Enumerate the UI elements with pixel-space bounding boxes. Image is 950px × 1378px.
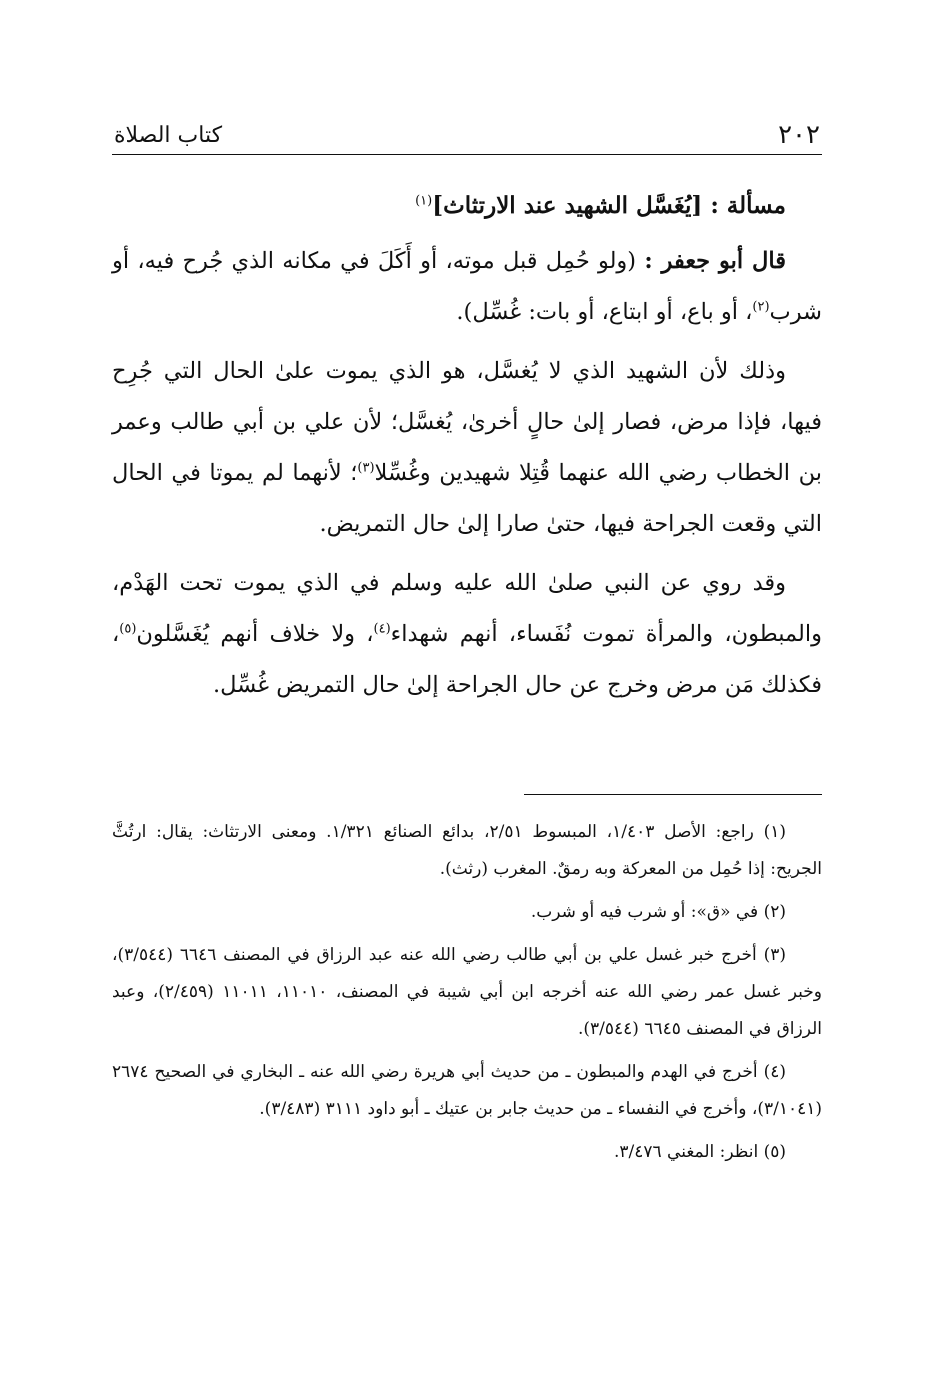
hadith-text-b: ، ولا خلاف أنهم يُغَسَّلون <box>136 621 374 647</box>
explanation-text-b: ؛ لأنهما لم يموتا في الحال التي وقعت الجراحة فيها، حتىٰ صارا إلىٰ حال التمريض. <box>112 460 822 537</box>
hadith-text-a: وقد روي عن النبي صلىٰ الله عليه وسلم في الذي يموت تحت الهَدْم، والمبطون، والمرأة تموت نُفَساء، أنهم شهداء <box>112 570 822 647</box>
paragraph-explanation <box>112 346 822 550</box>
book-title: كتاب الصلاة <box>114 123 223 148</box>
footnote-4: (٤) أخرج في الهدم والمبطون ـ من حديث أبي هريرة رضي الله عنه ـ البخاري في الصحيح ٢٦٧٤ (٣/١٠٤١)، وأخرج في النفساء ـ من حديث جابر بن عتيك ـ أبو داود ٣١١١ (٣/٤٨٣). <box>112 1062 822 1119</box>
quote-text-a: (ولو حُمِل قبل موته، أو أَكَلَ في مكانه الذي جُرح فيه، أو شرب <box>112 248 822 325</box>
section-heading <box>112 184 786 228</box>
section-heading-text: مسألة : [يُغَسَّل الشهيد عند الارتثاث] <box>432 192 786 219</box>
hadith-text-c: ، فكذلك مَن مرض وخرج عن حال الجراحة إلىٰ حال التمريض غُسِّل. <box>112 621 822 698</box>
paragraph-hadith <box>112 558 822 711</box>
footnote-ref-2[interactable]: (٢) <box>752 299 770 315</box>
explanation-text-a: وذلك لأن الشهيد الذي لا يُغسَّل، هو الذي يموت علىٰ الحال التي جُرِح فيها، فإذا مرض، فصار إلىٰ حالٍ أخرىٰ، يُغسَّل؛ لأن علي بن أبي طالب وعمر بن الخطاب رضي الله عنهما قُتِلا شهيدين وغُسِّلا <box>112 358 822 486</box>
speaker-label: قال أبو جعفر : <box>644 248 786 274</box>
running-header <box>112 118 822 155</box>
paragraph-quote <box>112 236 822 338</box>
footnote-separator <box>524 794 822 795</box>
footnotes <box>112 814 822 1177</box>
footnote-ref-4[interactable]: (٤) <box>373 621 391 637</box>
main-text <box>112 184 822 719</box>
footnote-ref-1[interactable]: (١) <box>415 193 433 209</box>
page-number: ٢٠٢ <box>778 120 820 150</box>
footnote-ref-3[interactable]: (٣) <box>357 460 375 476</box>
footnote-2: (٢) في «ق»: أو شرب فيه أو شرب. <box>530 902 786 922</box>
book-page <box>112 0 822 1378</box>
footnote-1: (١) راجع: الأصل ١/٤٠٣، المبسوط ٢/٥١، بدائع الصنائع ١/٣٢١. ومعنى الارتثاث: يقال: ارتُثَّ الجريح: إذا حُمِل من المعركة وبه رمقٌ. المغرب (رثث). <box>112 822 822 879</box>
footnote-ref-5[interactable]: (٥) <box>119 621 137 637</box>
footnote-5: (٥) انظر: المغني ٣/٤٧٦. <box>613 1142 786 1162</box>
footnote-3: (٣) أخرج خبر غسل علي بن أبي طالب رضي الله عنه عبد الرزاق في المصنف ٦٦٤٦ (٣/٥٤٤)، وخبر غسل عمر رضي الله عنه أخرجه ابن أبي شيبة في المصنف، ١١٠١٠، ١١٠١١ (٢/٤٥٩)، وعبد الرزاق في المصنف ٦٦٤٥ (٣/٥٤٤). <box>112 945 823 1039</box>
quote-text-b: ، أو باع، أو ابتاع، أو بات: غُسِّل). <box>456 299 753 325</box>
